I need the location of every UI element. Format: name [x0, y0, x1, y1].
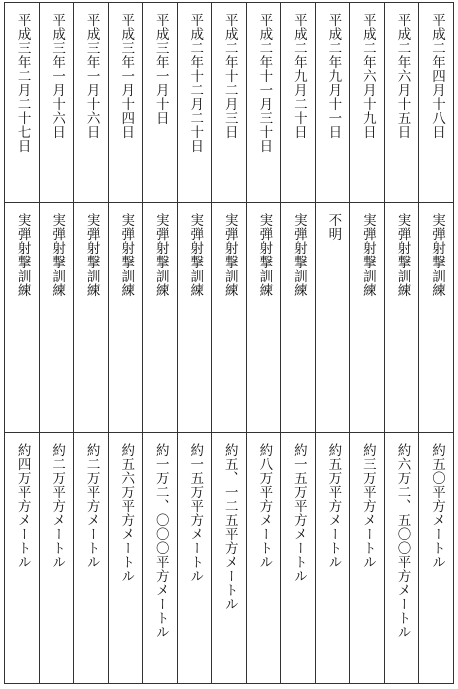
reason-cell [143, 202, 177, 433]
area-cell [178, 432, 212, 683]
table-column [73, 3, 108, 683]
reason-cell [109, 202, 143, 433]
date-cell [74, 3, 108, 202]
table-column [246, 3, 281, 683]
date-cell-text: 平成二年十二月三日 [221, 13, 238, 139]
table-column [177, 3, 212, 683]
fire-record-table [4, 2, 454, 684]
area-cell [385, 432, 419, 683]
area-cell-text: 約一五万平方メートル [290, 443, 307, 583]
area-cell [281, 432, 315, 683]
date-cell [109, 3, 143, 202]
reason-cell [350, 202, 384, 433]
area-cell-text: 約五万平方メートル [325, 443, 342, 569]
table-column [142, 3, 177, 683]
reason-cell [5, 202, 39, 433]
area-cell [143, 432, 177, 683]
reason-cell-text: 実弾射撃訓練 [49, 213, 66, 297]
reason-cell [40, 202, 74, 433]
area-cell [316, 432, 350, 683]
reason-cell [247, 202, 281, 433]
date-cell [40, 3, 74, 202]
date-cell-text: 平成二年九月十一日 [325, 13, 342, 139]
area-cell-text: 約五、一二五平方メートル [221, 443, 238, 611]
date-cell-text: 平成三年一月十六日 [49, 13, 66, 139]
date-cell [5, 3, 39, 202]
area-cell-text: 約三万平方メートル [359, 443, 376, 569]
table-column [384, 3, 419, 683]
reason-cell-text: 実弾射撃訓練 [256, 213, 273, 297]
date-cell-text: 平成三年二月二十七日 [14, 13, 31, 153]
table-column [108, 3, 143, 683]
reason-cell [281, 202, 315, 433]
reason-cell-text: 実弾射撃訓練 [152, 213, 169, 297]
table-column [280, 3, 315, 683]
area-cell [74, 432, 108, 683]
table-column [315, 3, 350, 683]
area-cell-text: 約五六万平方メートル [118, 443, 135, 583]
date-cell-text: 平成二年九月二十日 [290, 13, 307, 139]
area-cell [247, 432, 281, 683]
table-column [5, 3, 39, 683]
reason-cell-text: 実弾射撃訓練 [394, 213, 411, 297]
reason-cell [316, 202, 350, 433]
reason-cell [385, 202, 419, 433]
reason-cell-text: 実弾射撃訓練 [83, 213, 100, 297]
reason-cell [212, 202, 246, 433]
area-cell [40, 432, 74, 683]
reason-cell-text: 実弾射撃訓練 [359, 213, 376, 297]
area-cell-text: 約四万平方メートル [14, 443, 31, 569]
date-cell-text: 平成二年六月十五日 [394, 13, 411, 139]
table-column [418, 3, 453, 683]
table-column [349, 3, 384, 683]
area-cell-text: 約六万二、五〇〇平方メートル [394, 443, 411, 639]
table-column [211, 3, 246, 683]
area-cell-text: 約五〇平方メートル [428, 443, 445, 569]
area-cell-text: 約一五万平方メートル [187, 443, 204, 583]
area-cell [419, 432, 453, 683]
table-column [39, 3, 74, 683]
area-cell [109, 432, 143, 683]
reason-cell-text: 実弾射撃訓練 [221, 213, 238, 297]
area-cell-text: 約二万平方メートル [49, 443, 66, 569]
date-cell-text: 平成三年一月十日 [152, 13, 169, 125]
date-cell [316, 3, 350, 202]
date-cell-text: 平成三年一月十六日 [83, 13, 100, 139]
date-cell-text: 平成二年十一月三十日 [256, 13, 273, 153]
reason-cell-text: 実弾射撃訓練 [290, 213, 307, 297]
reason-cell-text: 実弾射撃訓練 [14, 213, 31, 297]
reason-cell [178, 202, 212, 433]
date-cell-text: 平成二年六月十九日 [359, 13, 376, 139]
area-cell-text: 約一万二、〇〇〇平方メートル [152, 443, 169, 639]
area-cell [350, 432, 384, 683]
date-cell [178, 3, 212, 202]
reason-cell [74, 202, 108, 433]
date-cell [281, 3, 315, 202]
area-cell-text: 約二万平方メートル [83, 443, 100, 569]
date-cell [350, 3, 384, 202]
date-cell-text: 平成三年一月十四日 [118, 13, 135, 139]
area-cell [5, 432, 39, 683]
date-cell [419, 3, 453, 202]
area-cell [212, 432, 246, 683]
date-cell [385, 3, 419, 202]
reason-cell-text: 実弾射撃訓練 [428, 213, 445, 297]
date-cell [212, 3, 246, 202]
date-cell [247, 3, 281, 202]
reason-cell-text: 実弾射撃訓練 [118, 213, 135, 297]
area-cell-text: 約八万平方メートル [256, 443, 273, 569]
date-cell-text: 平成二年十二月二十日 [187, 13, 204, 153]
reason-cell-text: 不明 [325, 213, 342, 241]
reason-cell [419, 202, 453, 433]
reason-cell-text: 実弾射撃訓練 [187, 213, 204, 297]
date-cell-text: 平成二年四月十八日 [428, 13, 445, 139]
date-cell [143, 3, 177, 202]
